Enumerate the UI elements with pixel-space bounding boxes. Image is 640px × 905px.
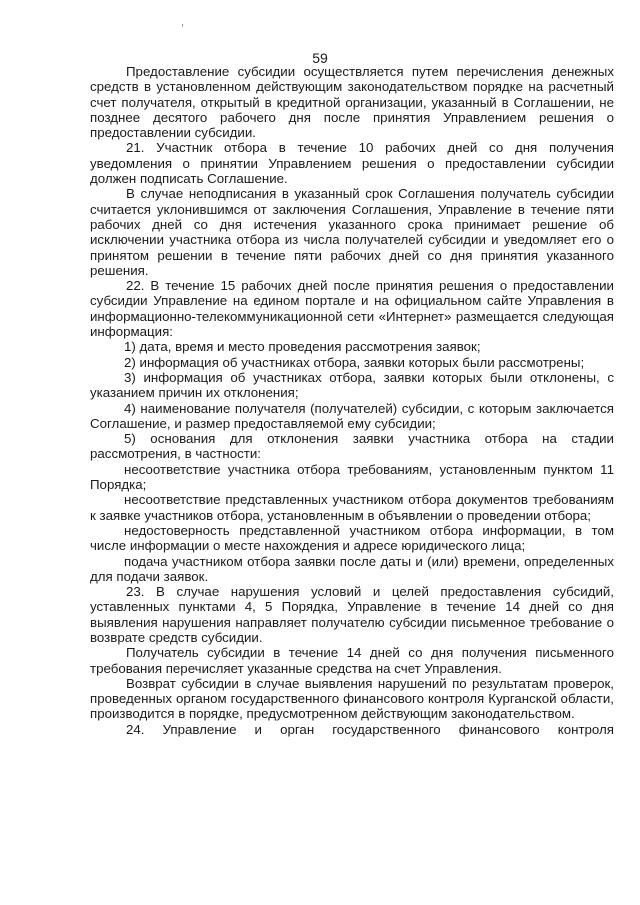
list-item-3: 3) информация об участниках отбора, заявки которых были отклонены, с указанием причин их отклонения; [90,369,614,401]
scan-mark [182,24,183,27]
paragraph-24: 24. Управление и орган государственного финансового контроля [126,721,614,737]
page-number: 59 [312,50,328,66]
rejection-reason-4: подача участником отбора заявки после даты и (или) времени, определенных для подачи заявок. [90,553,614,584]
list-item-4: 4) наименование получателя (получателей) субсидии, с которым заключается Соглашение, и размер предоставляемой ему субсидии; [90,400,614,431]
list-item-2: 2) информация об участниках отбора, заявки которых были рассмотрены; [124,354,585,370]
rejection-reason-3: недостоверность представленной участником отбора информации, в том числе информации о месте нахождения и адресе юридического лица; [90,522,614,554]
list-item-1: 1) дата, время и место проведения рассмотрения заявок; [124,339,481,355]
paragraph-payment: Предоставление субсидии осуществляется путем перечисления денежных средств в установленном действующим законодательством порядке на расчетный счет получателя, открытый в кредитной организации, указанный в Соглашении, не позднее десятого рабочего дня после принятия Управлением решения о предоставлении субсидии. [90,64,614,141]
paragraph-21: 21. Участник отбора в течение 10 рабочих дней со дня получения уведомления о принятии Управлением решения о предоставлении субсидии должен подписать Соглашение. [90,140,614,187]
list-item-5: 5) основания для отклонения заявки участника отбора на стадии рассмотрения, в частности: [90,431,614,462]
paragraph-22: 22. В течение 15 рабочих дней после принятия решения о предоставлении субсидии Управление на едином портале и на официальном сайте Управления в информационно-телекоммуникационной сети «Интернет» размещается следующая информация: [90,278,614,340]
document-body [90,64,614,737]
paragraph-23: 23. В случае нарушения условий и целей предоставления субсидий, уставленных пунктами 4, 5 Порядка, Управление в течение 14 дней со дня выявления нарушения направляет получателю субсидии письменное требование о возврате средств субсидии. [90,584,614,645]
rejection-reason-1: несоответствие участника отбора требованиям, установленным пунктом 11 Порядка; [90,461,614,493]
paragraph-non-signing: В случае неподписания в указанный срок Соглашения получатель субсидии считается уклонившимся от заключения Соглашения, Управление в течение пяти рабочих дней со дня истечения указанного срока принимает решение об исключении участника отбора из числа получателей субсидии и уведомляет его о принятом решении в течение пяти рабочих дней со дня принятия указанного решения. [90,186,614,278]
paragraph-repayment: Получатель субсидии в течение 14 дней со дня получения письменного требования перечисляет указанные средства на счет Управления. [90,645,614,676]
paragraph-refund: Возврат субсидии в случае выявления нарушений по результатам проверок, проведенных органом государственного финансового контроля Курганской области, производится в порядке, предусмотренном действующим законодательством. [90,675,614,722]
rejection-reason-2: несоответствие представленных участником отбора документов требованиям к заявке участников отбора, установленным в объявлении о проведении отбора; [90,492,614,523]
